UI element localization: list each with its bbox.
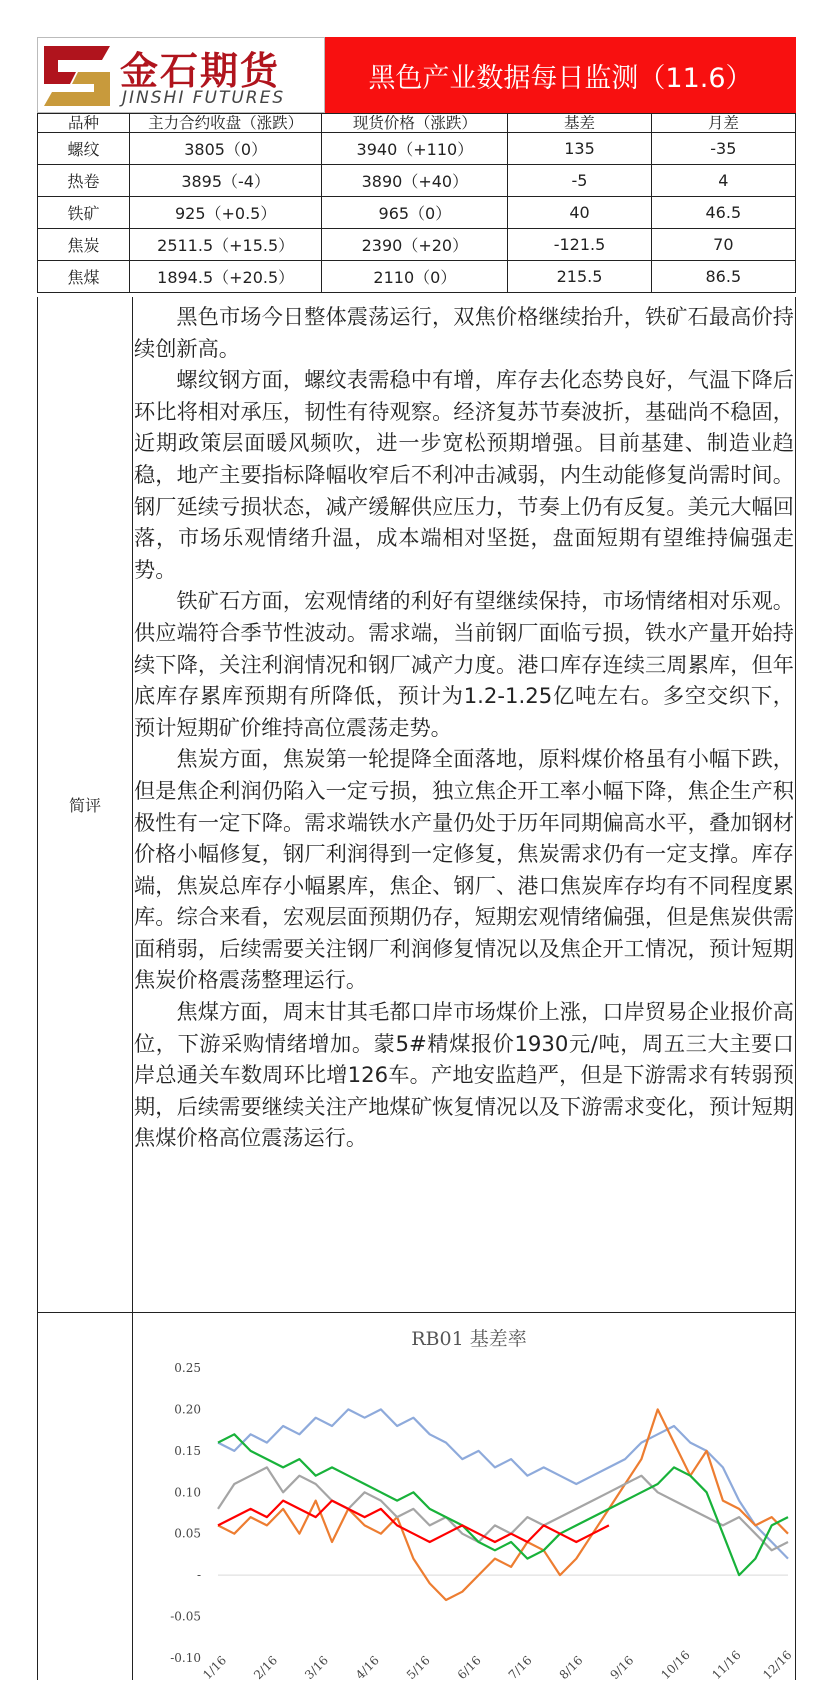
table-cell: 215.5	[508, 261, 651, 293]
x-tick-label: 3/16	[302, 1653, 331, 1681]
header-cell: 主力合约收盘（涨跌）	[129, 114, 321, 133]
x-tick-label: 11/16	[709, 1647, 744, 1681]
commentary-paragraph: 铁矿石方面，宏观情绪的利好有望继续保持，市场情绪相对乐观。供应端符合季节性波动。需求端，当前钢厂面临亏损，铁水产量开始持续下降，关注利润情况和钢厂减产力度。港口库存连续三周累库，但年底库存累库预期有所降低，预计为1.2-1.25亿吨左右。多空交织下，预计短期矿价维持高位震荡走势。	[134, 588, 794, 740]
table-cell: 螺纹	[38, 133, 130, 165]
price-table	[37, 113, 796, 293]
table-row	[38, 229, 796, 261]
table-cell: 2110（0）	[322, 261, 508, 293]
report-header	[37, 37, 796, 113]
table-cell: 焦煤	[38, 261, 130, 293]
table-cell: 3890（+40）	[322, 165, 508, 197]
table-cell: 焦炭	[38, 229, 130, 261]
table-cell: 3805（0）	[129, 133, 321, 165]
table-cell: 925（+0.5）	[129, 197, 321, 229]
y-tick-label: 0.05	[174, 1526, 201, 1541]
table-cell: 3940（+110）	[322, 133, 508, 165]
x-tick-label: 1/16	[200, 1653, 230, 1681]
commentary-paragraph: 黑色市场今日整体震荡运行，双焦价格继续抬升，铁矿石最高价持续创新高。	[134, 304, 794, 361]
commentary-body	[134, 301, 794, 1154]
basis-rate-chart	[133, 1318, 795, 1681]
x-tick-label: 6/16	[454, 1653, 484, 1681]
logo-english-name: JINSHI FUTURES	[122, 88, 286, 108]
table-row	[38, 165, 796, 197]
x-tick-label: 2/16	[251, 1653, 281, 1681]
table-cell: 70	[651, 229, 795, 261]
header-cell: 品种	[38, 114, 130, 133]
table-cell: 3895（-4）	[129, 165, 321, 197]
commentary-label: 简评	[38, 297, 133, 1312]
table-row	[38, 133, 796, 165]
chart-title: RB01 基差率	[411, 1328, 527, 1350]
chart-svg	[133, 1318, 795, 1681]
table-cell: 1894.5（+20.5）	[129, 261, 321, 293]
commentary-paragraph: 焦煤方面，周末甘其毛都口岸市场煤价上涨，口岸贸易企业报价高位，下游采购情绪增加。蒙5#精煤报价1930元/吨，周五三大主要口岸总通关车数周环比增126车。产地安监趋严，但是下游需求有转弱预期，后续需要继续关注产地煤矿恢复情况以及下游需求变化，预计短期焦煤价格高位震荡运行。	[134, 999, 794, 1151]
table-header-row	[38, 114, 796, 133]
table-cell: -35	[651, 133, 795, 165]
table-cell: 热卷	[38, 165, 130, 197]
company-logo	[37, 37, 325, 113]
table-cell: -5	[508, 165, 651, 197]
report-title: 黑色产业数据每日监测（11.6）	[325, 37, 796, 113]
header-cell: 基差	[508, 114, 651, 133]
table-cell: 40	[508, 197, 651, 229]
y-tick-label: -0.10	[170, 1651, 201, 1665]
table-cell: 46.5	[651, 197, 795, 229]
table-cell: 2390（+20）	[322, 229, 508, 261]
series-line	[218, 1409, 788, 1558]
table-row	[38, 261, 796, 293]
table-cell: 2511.5（+15.5）	[129, 229, 321, 261]
y-tick-label: 0.20	[174, 1402, 201, 1417]
commentary-paragraph: 焦炭方面，焦炭第一轮提降全面落地，原料煤价格虽有小幅下跌，但是焦企利润仍陷入一定亏损，独立焦企开工率小幅下降，焦企生产积极性有一定下降。需求端铁水产量仍处于历年同期偏高水平，叠加钢材价格小幅修复，钢厂利润得到一定修复，焦炭需求仍有一定支撑。库存端，焦炭总库存小幅累库，焦企、钢厂、港口焦炭库存均有不同程度累库。综合来看，宏观层面预期仍存，短期宏观情绪偏强，但是焦炭供需面稍弱，后续需要关注钢厂利润修复情况以及焦企开工情况，预计短期焦炭价格震荡整理运行。	[134, 746, 794, 993]
x-tick-label: 4/16	[352, 1653, 382, 1681]
y-tick-label: -0.05	[170, 1609, 201, 1624]
table-cell: 86.5	[651, 261, 795, 293]
table-cell: 965（0）	[322, 197, 508, 229]
chart-label-cell	[38, 1313, 133, 1680]
chart-section	[37, 1312, 796, 1680]
y-tick-label: -	[196, 1568, 201, 1583]
x-tick-label: 12/16	[760, 1647, 795, 1681]
x-tick-label: 10/16	[658, 1647, 693, 1681]
table-cell: 135	[508, 133, 651, 165]
commentary-paragraph: 螺纹钢方面，螺纹表需稳中有增，库存去化态势良好，气温下降后环比将相对承压，韧性有待观察。经济复苏节奏波折，基础尚不稳固，近期政策层面暖风频吹，进一步宽松预期增强。目前基建、制造业趋稳，地产主要指标降幅收窄后不利冲击减弱，内生动能修复尚需时间。钢厂延续亏损状态，减产缓解供应压力，节奏上仍有反复。美元大幅回落，市场乐观情绪升温，成本端相对坚挺，盘面短期有望维持偏强走势。	[134, 367, 794, 582]
x-tick-label: 8/16	[556, 1653, 586, 1681]
header-cell: 现货价格（涨跌）	[322, 114, 508, 133]
series-line	[218, 1409, 788, 1600]
commentary-section	[37, 297, 796, 1313]
table-cell: 铁矿	[38, 197, 130, 229]
y-tick-label: 0.25	[174, 1361, 201, 1375]
header-cell: 月差	[651, 114, 795, 133]
table-cell: 4	[651, 165, 795, 197]
table-cell: -121.5	[508, 229, 651, 261]
y-tick-label: 0.10	[174, 1485, 201, 1500]
x-tick-label: 5/16	[403, 1653, 433, 1681]
table-row	[38, 197, 796, 229]
logo-chinese-name: 金石期货	[120, 49, 281, 93]
x-tick-label: 9/16	[607, 1653, 637, 1681]
logo-emblem-icon	[42, 42, 112, 110]
x-tick-label: 7/16	[505, 1653, 535, 1681]
y-tick-label: 0.15	[174, 1443, 201, 1458]
